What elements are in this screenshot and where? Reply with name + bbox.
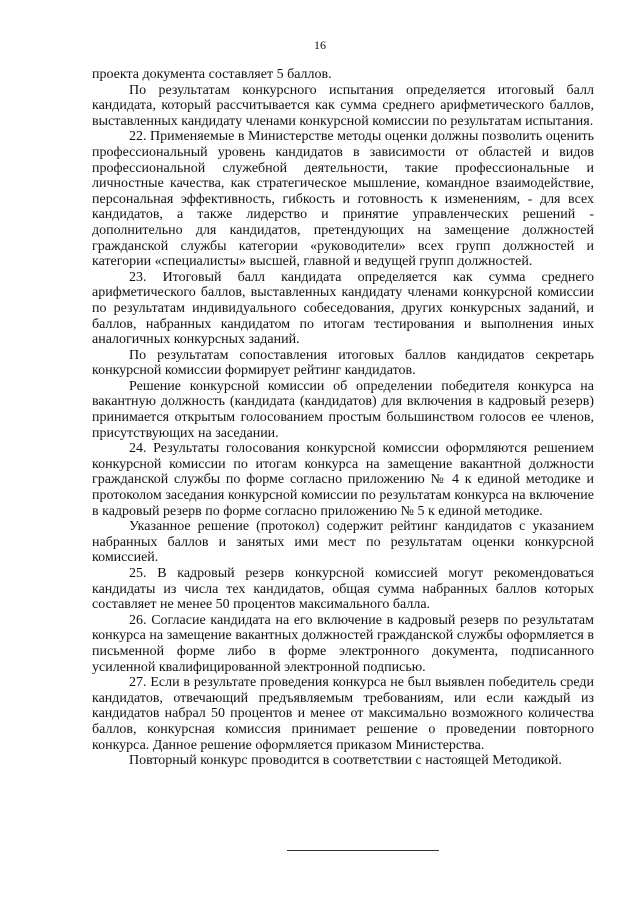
paragraph-24-voting-results: 24. Результаты голосования конкурсной комиссии оформляются решением конкурсной комиссии по итогам конкурса на замещение вакантной должности гражданской службы по форме согласно приложению № 4 к единой методике и протоколом заседания конкурсной комиссии по результатам конкурса на включение в кадровый резерв по форме согласно приложению № 5 к единой методике. <box>92 441 594 519</box>
paragraph-decision-protocol: Указанное решение (протокол) содержит рейтинг кандидатов с указанием набранных баллов и занятых ими мест по результатам оценки конкурсной комиссией. <box>92 519 594 566</box>
end-divider <box>287 850 439 851</box>
paragraph-23-total-score: 23. Итоговый балл кандидата определяется как сумма среднего арифметического баллов, выставленных кандидату членами конкурсной комиссии по результатам индивидуального собеседования, других конкурсных заданий, и баллов, набранных кандидатом по итогам тестирования и выполнения иных аналогичных конкурсных заданий. <box>92 269 594 348</box>
paragraph-26-candidate-consent: 26. Согласие кандидата на его включение в кадровый резерв по результатам конкурса на замещение вакантных должностей гражданской службы оформляется в письменной форме либо в форме электронного документа, подписанного усиленной квалифицированной электронной подписью. <box>92 612 594 675</box>
page-number: 16 <box>314 38 326 52</box>
paragraph-22-assessment-methods: 22. Применяемые в Министерстве методы оценки должны позволить оценить профессиональный уровень кандидатов в зависимости от областей и видов профессиональной служебной деятельности, такие профессиональные и личностные качества, как стратегическое мышление, командное взаимодействие, персональная эффективность, гибкость и готовность к изменениям, - для всех кандидатов, а также лидерство и принятие управленческих решений - дополнительно для кандидатов, претендующих на замещение должностей гражданской службы категории «руководители» всех групп должностей и категории «специалисты» высшей, главной и ведущей групп должностей. <box>92 129 594 270</box>
paragraph-continuation: проекта документа составляет 5 баллов. <box>92 67 332 82</box>
paragraph-27-repeat-competition: 27. Если в результате проведения конкурса не был выявлен победитель среди кандидатов, отвечающий предъявляемым требованиям, или если каждый из кандидатов набрал 50 процентов и менее от максимально возможного количества баллов, конкурсная комиссия принимает решение о проведении повторного конкурса. Данное решение оформляется приказом Министерства. <box>92 675 594 753</box>
paragraph-25-personnel-reserve: 25. В кадровый резерв конкурсной комиссией могут рекомендоваться кандидаты из числа тех кандидатов, общая сумма набранных баллов которых составляет не менее 50 процентов максимального балла. <box>92 566 594 613</box>
paragraph-final-score: По результатам конкурсного испытания определяется итоговый балл кандидата, который рассчитывается как сумма среднего арифметического баллов, выставленных кандидату членами конкурсной комиссии по результатам испытания. <box>92 82 594 129</box>
paragraph-winner-decision: Решение конкурсной комиссии об определении победителя конкурса на вакантную должность (кандидата (кандидатов) для включения в кадровый резерв) принимается открытым голосованием простым большинством голосов ее членов, присутствующих на заседании. <box>92 378 594 441</box>
paragraph-rating: По результатам сопоставления итоговых баллов кандидатов секретарь конкурсной комиссии формирует рейтинг кандидатов. <box>92 347 594 379</box>
document-body <box>92 67 594 769</box>
paragraph-repeat-procedure: Повторный конкурс проводится в соответствии с настоящей Методикой. <box>129 753 562 769</box>
